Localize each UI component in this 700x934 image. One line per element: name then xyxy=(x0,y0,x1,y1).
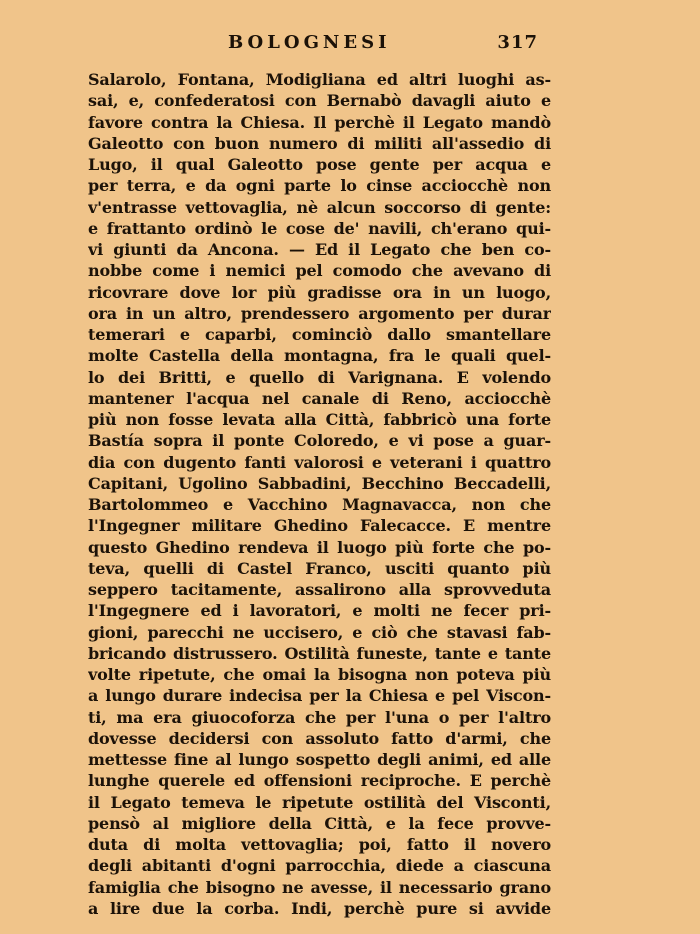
text-line: mettesse fine al lungo sospetto degli animi, ed alle xyxy=(88,750,551,769)
text-line: teva, quelli di Castel Franco, usciti quanto più xyxy=(88,558,551,578)
text-line: l'Ingegner militare Ghedino Falecacce. E mentre xyxy=(88,516,551,536)
text-line: Bastía sopra il ponte Coloredo, e vi pose a guar- xyxy=(88,431,551,451)
text-line: Bartolommeo e Vacchino Magnavacca, non che xyxy=(88,495,551,514)
text-line: vi giunti da Ancona. — Ed il Legato che ben co- xyxy=(88,240,551,259)
text-line: per terra, e da ogni parte lo cinse acciocchè non xyxy=(88,176,551,196)
text-line: Capitani, Ugolino Sabbadini, Becchino Beccadelli, xyxy=(88,473,551,493)
text-line: ora in un altro, prendessero argomento per durar xyxy=(88,303,551,323)
text-line: favore contra la Chiesa. Il perchè il Legato mandò xyxy=(88,112,551,132)
text-line: bricando distrussero. Ostilità funeste, tante e tante xyxy=(88,643,551,663)
text-line: lunghe querele ed offensioni reciproche. E perchè xyxy=(88,771,551,791)
page-header xyxy=(0,31,700,55)
text-line: duta di molta vettovaglia; poi, fatto il novero xyxy=(88,835,551,854)
text-line: a lungo durare indecisa per la Chiesa e pel Viscon- xyxy=(88,686,551,706)
text-line: dia con dugento fanti valorosi e veterani i quattro xyxy=(88,452,551,472)
text-line: molte Castella della montagna, fra le quali quel- xyxy=(88,346,551,366)
text-line: questo Ghedino rendeva il luogo più forte che po- xyxy=(88,537,551,557)
text-line: famiglia che bisogno ne avesse, il necessario grano xyxy=(88,877,551,897)
text-line: a lire due la corba. Indi, perchè pure si avvide xyxy=(88,898,551,918)
running-head: BOLOGNESI xyxy=(228,32,391,53)
text-line: il Legato temeva le ripetute ostilità del Visconti, xyxy=(88,792,551,812)
body-text xyxy=(88,69,551,919)
text-line: Galeotto con buon numero di militi all'assedio di xyxy=(88,133,551,153)
text-line: temerari e caparbi, cominciò dallo smantellare xyxy=(88,325,551,344)
text-line: l'Ingegnere ed i lavoratori, e molti ne fecer pri- xyxy=(88,601,551,621)
text-line: ti, ma era giuocoforza che per l'una o per l'altro xyxy=(88,707,551,727)
text-line: gioni, parecchi ne uccisero, e ciò che stavasi fab- xyxy=(88,622,551,642)
text-line: seppero tacitamente, assalirono alla sprovveduta xyxy=(88,580,551,599)
text-line: più non fosse levata alla Città, fabbricò una forte xyxy=(88,410,551,429)
text-line: degli abitanti d'ogni parrocchia, diede a ciascuna xyxy=(88,856,551,876)
text-line: Salarolo, Fontana, Modigliana ed altri luoghi as- xyxy=(88,70,551,89)
text-line: ricovrare dove lor più gradisse ora in un luogo, xyxy=(88,282,551,302)
text-line: v'entrasse vettovaglia, nè alcun soccorso di gente: xyxy=(88,197,551,217)
text-line: pensò al migliore della Città, e la fece provve- xyxy=(88,813,551,833)
text-line: volte ripetute, che omai la bisogna non poteva più xyxy=(88,665,551,684)
text-line: Lugo, il qual Galeotto pose gente per acqua e xyxy=(88,155,551,174)
text-line: mantener l'acqua nel canale di Reno, acciocchè xyxy=(88,388,551,408)
text-line: sai, e, confederatosi con Bernabò davagli aiuto e xyxy=(88,91,551,111)
text-line: dovesse decidersi con assoluto fatto d'armi, che xyxy=(88,728,551,748)
text-line: lo dei Britti, e quello di Varignana. E volendo xyxy=(88,367,551,387)
text-line: nobbe come i nemici pel comodo che avevano di xyxy=(88,261,551,281)
page-number: 317 xyxy=(497,32,538,53)
text-line: e frattanto ordinò le cose de' navili, ch'erano qui- xyxy=(88,218,551,238)
